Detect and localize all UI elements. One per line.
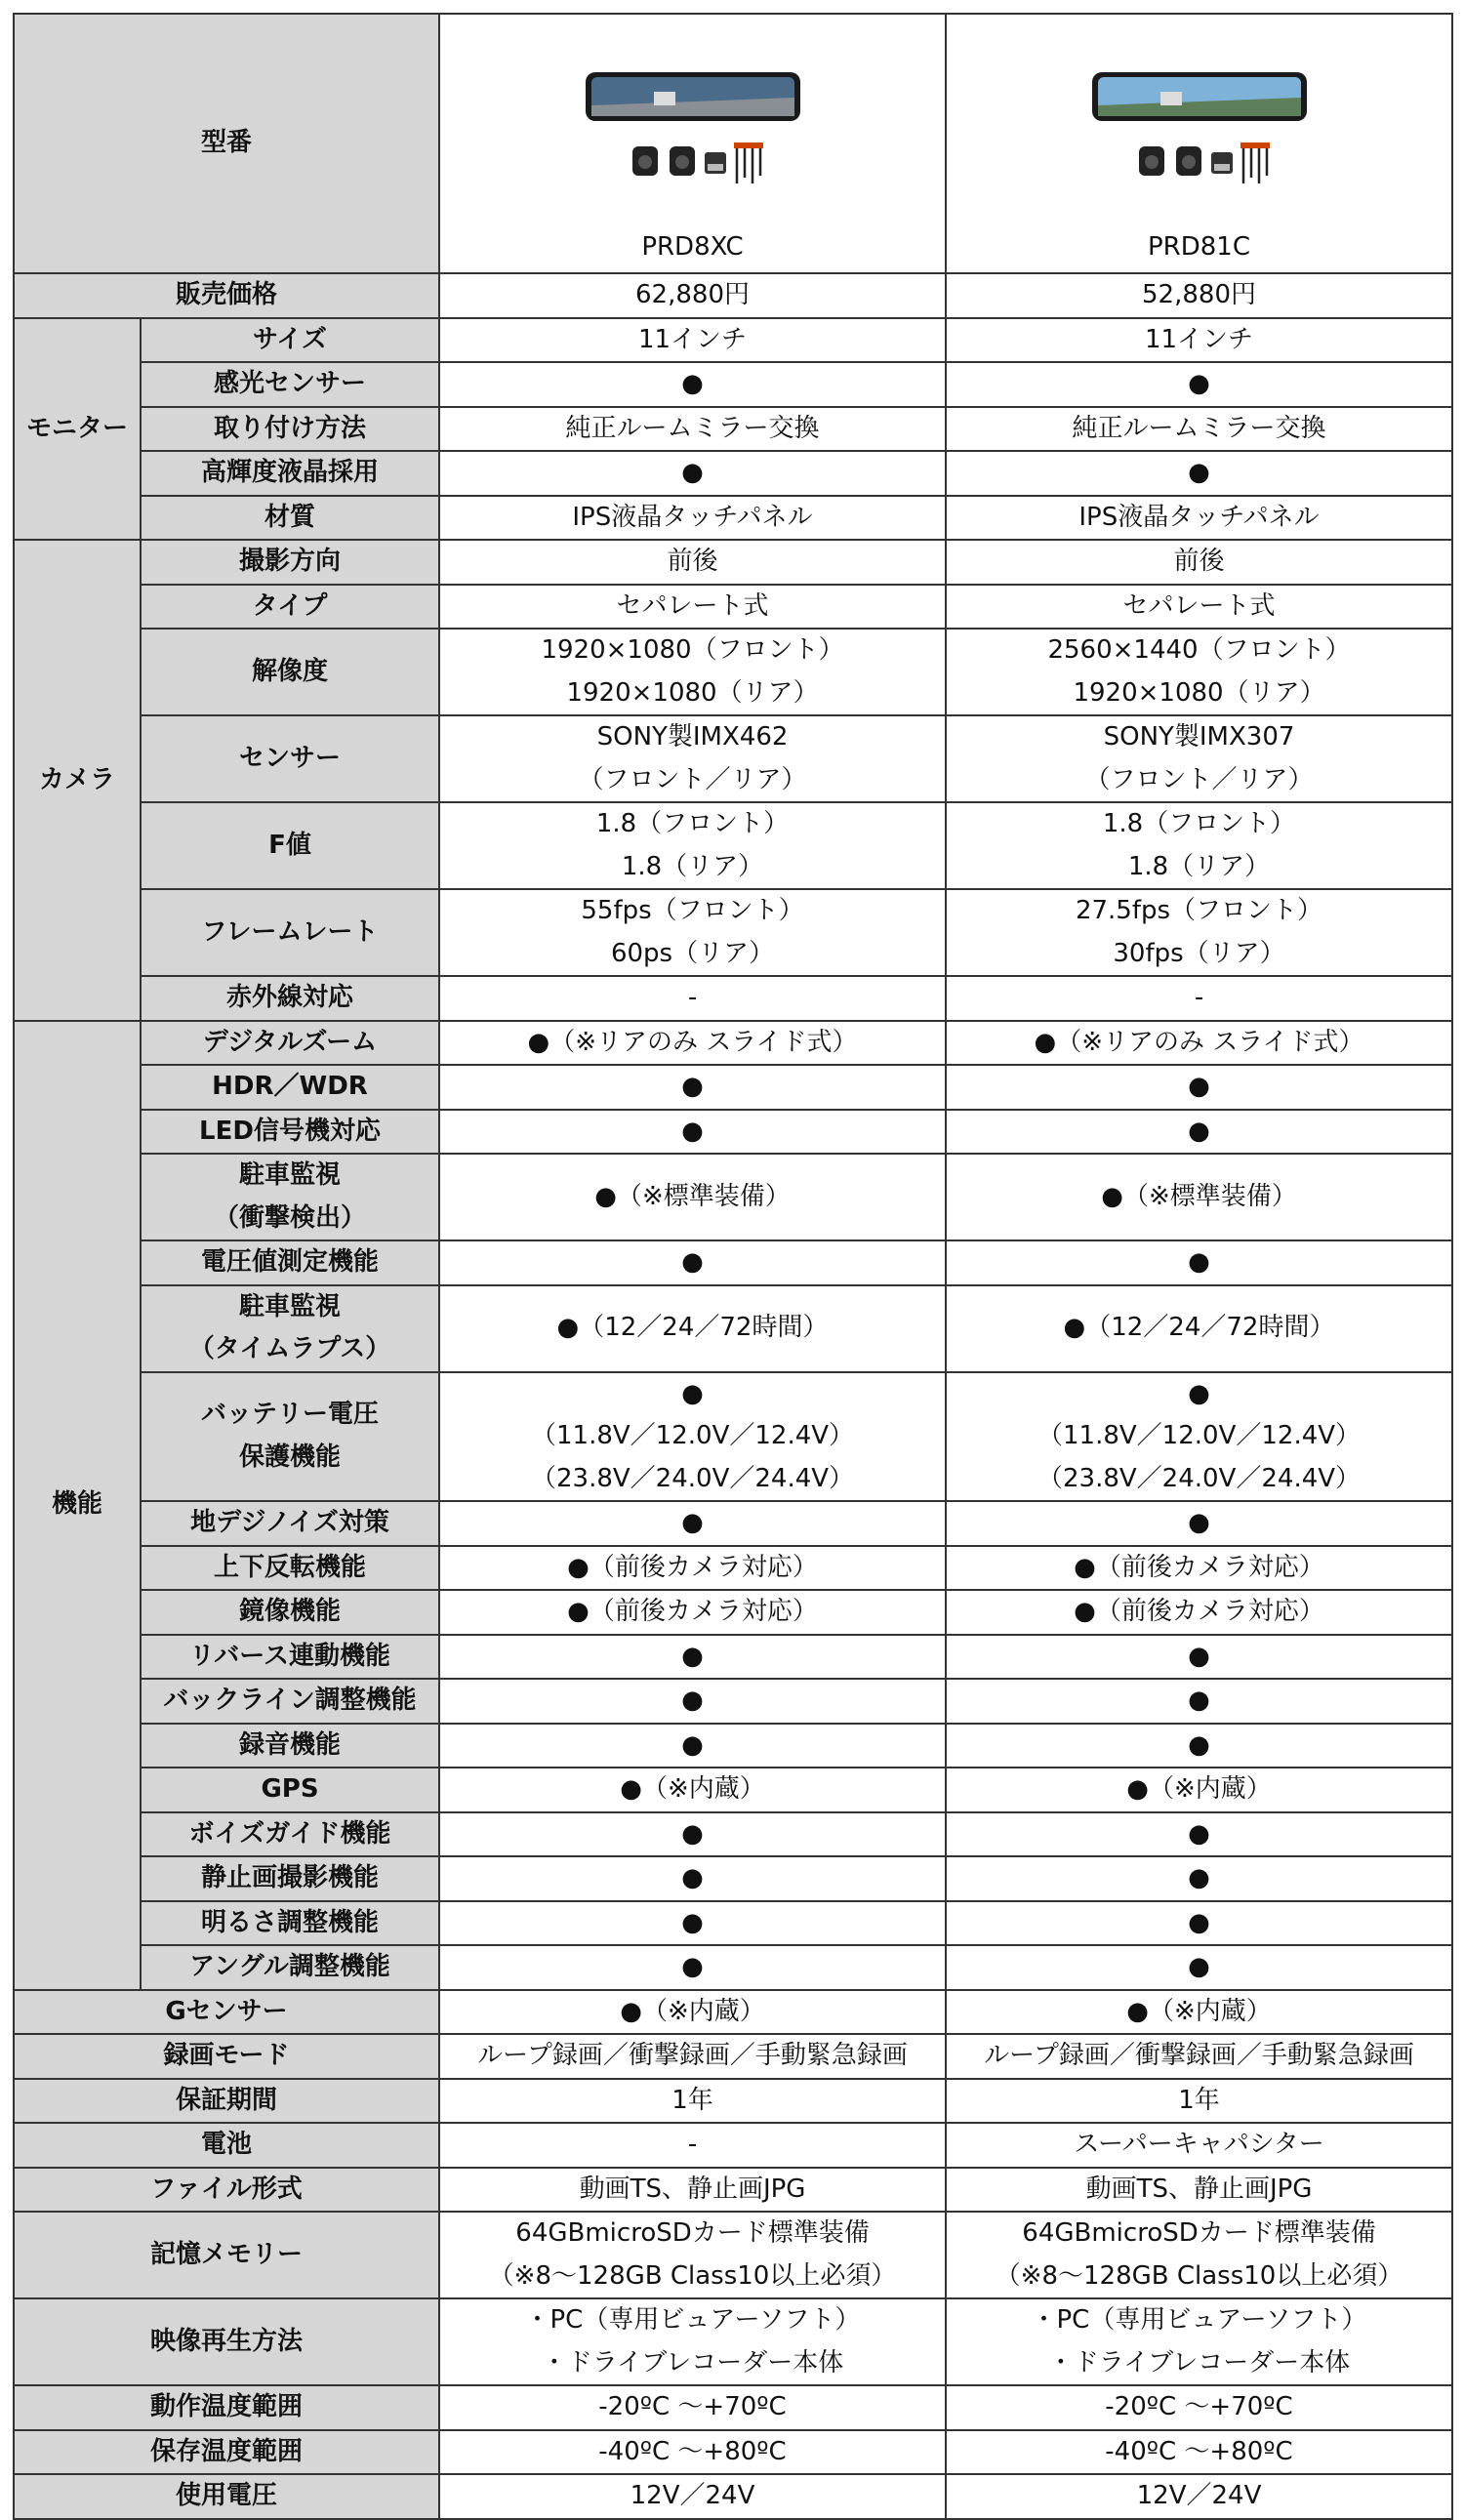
spec-row	[14, 2212, 1452, 2298]
spec-row	[14, 2474, 1452, 2519]
spec-row	[14, 802, 1452, 889]
spec-value	[946, 889, 1452, 976]
spec-value: 1年	[439, 2079, 946, 2124]
spec-value: -	[439, 2123, 946, 2168]
spec-label: 映像再生方法	[14, 2298, 439, 2385]
spec-label: タイプ	[141, 585, 439, 630]
spec-label: 高輝度液晶採用	[141, 451, 439, 496]
spec-value: ●	[439, 1856, 946, 1901]
product-cell	[439, 14, 946, 273]
product-cell	[946, 14, 1452, 273]
spec-value: ●（※リアのみ スライド式）	[439, 1021, 946, 1066]
spec-row	[14, 540, 1452, 585]
spec-value	[946, 2298, 1452, 2385]
spec-label: センサー	[141, 715, 439, 802]
spec-value: IPS液晶タッチパネル	[439, 496, 946, 541]
spec-value	[439, 715, 946, 802]
spec-value: ●	[946, 1065, 1452, 1110]
spec-value: -20ºC ～+70ºC	[946, 2385, 1452, 2430]
spec-value: セパレート式	[946, 585, 1452, 630]
spec-label	[141, 1372, 439, 1502]
spec-value: ループ録画／衝撃録画／手動緊急録画	[439, 2034, 946, 2079]
spec-value: 11インチ	[439, 318, 946, 363]
spec-value	[946, 802, 1452, 889]
spec-row	[14, 451, 1452, 496]
spec-label: バックライン調整機能	[141, 1679, 439, 1724]
spec-row	[14, 407, 1452, 452]
spec-label: ボイズガイド機能	[141, 1812, 439, 1857]
spec-value: ●	[439, 1901, 946, 1946]
spec-row	[14, 496, 1452, 541]
spec-row	[14, 1154, 1452, 1240]
spec-value: 11インチ	[946, 318, 1452, 363]
spec-label: 上下反転機能	[141, 1546, 439, 1591]
spec-value: 純正ルームミラー交換	[439, 407, 946, 452]
spec-value: ●（前後カメラ対応）	[439, 1590, 946, 1635]
spec-row	[14, 318, 1452, 363]
spec-value-line: ●	[1188, 1378, 1210, 1408]
spec-label: 撮影方向	[141, 540, 439, 585]
spec-value: セパレート式	[439, 585, 946, 630]
spec-label: 使用電圧	[14, 2474, 439, 2519]
spec-value-line: 1920×1080（リア）	[566, 677, 819, 708]
spec-row	[14, 1372, 1452, 1502]
spec-value: ●	[439, 362, 946, 407]
spec-label: F値	[141, 802, 439, 889]
spec-label-line: バッテリー電圧	[201, 1400, 380, 1430]
spec-value: 前後	[439, 540, 946, 585]
spec-label: 動作温度範囲	[14, 2385, 439, 2430]
spec-label: 販売価格	[14, 273, 439, 318]
spec-value-line: SONY製IMX307	[1103, 722, 1295, 752]
spec-value-line: 1.8（リア）	[1127, 851, 1271, 881]
spec-row	[14, 629, 1452, 715]
spec-row	[14, 2430, 1452, 2475]
spec-value-line: ・PC（専用ビュアーソフト）	[1031, 2305, 1367, 2335]
spec-label: 材質	[141, 496, 439, 541]
spec-label: 録画モード	[14, 2034, 439, 2079]
spec-value-line: 60ps（リア）	[610, 938, 775, 968]
spec-label: 記憶メモリー	[14, 2212, 439, 2298]
spec-value-line: （11.8V／12.0V／12.4V）	[1037, 1421, 1362, 1450]
spec-row	[14, 1945, 1452, 1990]
spec-value-line: 27.5fps（フロント）	[1075, 896, 1323, 925]
spec-value: 動画TS、静止画JPG	[439, 2168, 946, 2213]
spec-label-line: 駐車監視	[239, 1291, 342, 1321]
spec-value-line: 64GBmicroSDカード標準装備	[1022, 2218, 1376, 2248]
spec-label: 録音機能	[141, 1724, 439, 1768]
spec-value	[439, 2298, 946, 2385]
spec-value: 純正ルームミラー交換	[946, 407, 1452, 452]
spec-row	[14, 976, 1452, 1021]
spec-value: -	[439, 976, 946, 1021]
spec-label-line: 駐車監視	[239, 1160, 342, 1190]
spec-row	[14, 2079, 1452, 2124]
spec-label: 静止画撮影機能	[141, 1856, 439, 1901]
spec-value: IPS液晶タッチパネル	[946, 496, 1452, 541]
spec-value-line: （23.8V／24.0V／24.4V）	[531, 1463, 855, 1493]
spec-value-line: （11.8V／12.0V／12.4V）	[531, 1421, 855, 1450]
spec-value: ●	[946, 1635, 1452, 1680]
spec-label	[141, 1285, 439, 1372]
spec-value-line: ・ドライブレコーダー本体	[1047, 2347, 1351, 2378]
spec-value-line: 1920×1080（リア）	[1073, 677, 1325, 708]
spec-value: 動画TS、静止画JPG	[946, 2168, 1452, 2213]
spec-value: ●	[439, 1240, 946, 1285]
spec-value: ●	[439, 1679, 946, 1724]
spec-label: 保証期間	[14, 2079, 439, 2124]
spec-value: ●	[439, 451, 946, 496]
spec-row	[14, 273, 1452, 318]
spec-row	[14, 1110, 1452, 1155]
spec-value: ●	[439, 1945, 946, 1990]
spec-value: ●	[946, 1945, 1452, 1990]
spec-row	[14, 1724, 1452, 1768]
spec-row	[14, 715, 1452, 802]
spec-value	[439, 2212, 946, 2298]
spec-label: 保存温度範囲	[14, 2430, 439, 2475]
spec-label: 明るさ調整機能	[141, 1901, 439, 1946]
spec-value: ●（※内蔵）	[946, 1990, 1452, 2035]
spec-label: 感光センサー	[141, 362, 439, 407]
spec-label-line: （衝撃検出）	[214, 1202, 367, 1233]
spec-value: 12V／24V	[439, 2474, 946, 2519]
spec-value: -40ºC ～+80ºC	[439, 2430, 946, 2475]
spec-value: 62,880円	[439, 273, 946, 318]
spec-value: ●（12／24／72時間）	[439, 1285, 946, 1372]
spec-value-line: 30fps（リア）	[1113, 938, 1285, 968]
spec-label-line: 保護機能	[239, 1442, 342, 1472]
spec-value: ●	[946, 1856, 1452, 1901]
spec-value-line: 1.8（フロント）	[595, 809, 790, 838]
spec-label: アングル調整機能	[141, 1945, 439, 1990]
spec-label: フレームレート	[141, 889, 439, 976]
spec-value	[439, 802, 946, 889]
spec-value: ●	[439, 1812, 946, 1857]
spec-value: ●	[946, 1501, 1452, 1546]
spec-comparison-table	[13, 13, 1453, 2520]
spec-value-line: ・ドライブレコーダー本体	[541, 2347, 844, 2378]
spec-row	[14, 1812, 1452, 1857]
spec-row	[14, 1590, 1452, 1635]
spec-label: HDR／WDR	[141, 1065, 439, 1110]
dashcam-mirror-product-image	[440, 68, 945, 205]
spec-value: ●	[946, 1812, 1452, 1857]
spec-row	[14, 585, 1452, 630]
spec-value-line: （※8～128GB Class10以上必須）	[995, 2260, 1403, 2291]
spec-value: ●（※標準装備）	[946, 1154, 1452, 1240]
group-header: 機能	[14, 1021, 141, 1990]
spec-label: 取り付け方法	[141, 407, 439, 452]
spec-row	[14, 362, 1452, 407]
spec-value: ●	[439, 1501, 946, 1546]
spec-row	[14, 1635, 1452, 1680]
spec-value-line: SONY製IMX462	[596, 722, 789, 752]
spec-value: ループ録画／衝撃録画／手動緊急録画	[946, 2034, 1452, 2079]
spec-value-line: 1.8（リア）	[621, 851, 764, 881]
spec-label: デジタルズーム	[141, 1021, 439, 1066]
spec-value	[439, 629, 946, 715]
spec-value	[946, 2212, 1452, 2298]
spec-value: ●	[946, 1240, 1452, 1285]
group-header: カメラ	[14, 540, 141, 1021]
spec-row	[14, 1285, 1452, 1372]
spec-row	[14, 1240, 1452, 1285]
spec-value	[946, 715, 1452, 802]
spec-value-line: （フロント／リア）	[1084, 764, 1314, 794]
spec-value-line: 1.8（フロント）	[1102, 809, 1296, 838]
spec-value: ●	[439, 1635, 946, 1680]
spec-value: ●	[439, 1724, 946, 1768]
spec-row	[14, 1901, 1452, 1946]
spec-row	[14, 1856, 1452, 1901]
spec-row	[14, 1501, 1452, 1546]
spec-label: GPS	[141, 1768, 439, 1812]
spec-row	[14, 1021, 1452, 1066]
spec-value: 52,880円	[946, 273, 1452, 318]
spec-value: ●（12／24／72時間）	[946, 1285, 1452, 1372]
spec-value: ●	[946, 1901, 1452, 1946]
spec-label-line: （タイムラプス）	[188, 1334, 391, 1363]
spec-value: ●	[946, 362, 1452, 407]
spec-row	[14, 2385, 1452, 2430]
spec-label: Gセンサー	[14, 1990, 439, 2035]
spec-value-line: 55fps（フロント）	[581, 896, 804, 925]
spec-value: -40ºC ～+80ºC	[946, 2430, 1452, 2475]
dashcam-mirror-product-image	[947, 68, 1451, 205]
spec-value-line: 2560×1440（フロント）	[1047, 635, 1351, 665]
spec-value-line: （※8～128GB Class10以上必須）	[488, 2260, 897, 2291]
spec-value: ●	[439, 1065, 946, 1110]
spec-label: 解像度	[141, 629, 439, 715]
spec-row	[14, 1679, 1452, 1724]
spec-value: ●	[946, 1679, 1452, 1724]
spec-value: -	[946, 976, 1452, 1021]
spec-value-line: ・PC（専用ビュアーソフト）	[524, 2305, 861, 2335]
spec-value	[439, 1372, 946, 1502]
spec-label	[141, 1154, 439, 1240]
spec-value: ●（※内蔵）	[439, 1990, 946, 2035]
spec-label: リバース連動機能	[141, 1635, 439, 1680]
spec-label: 鏡像機能	[141, 1590, 439, 1635]
spec-value: 12V／24V	[946, 2474, 1452, 2519]
spec-value: ●	[439, 1110, 946, 1155]
spec-value	[946, 1372, 1452, 1502]
spec-row	[14, 889, 1452, 976]
product-name: PRD81C	[1148, 232, 1251, 262]
spec-row	[14, 1065, 1452, 1110]
spec-value: ●（※内蔵）	[946, 1768, 1452, 1812]
spec-value: -20ºC ～+70ºC	[439, 2385, 946, 2430]
spec-value: ●（前後カメラ対応）	[946, 1590, 1452, 1635]
product-name: PRD8XC	[641, 232, 744, 262]
group-header: モニター	[14, 318, 141, 541]
spec-row	[14, 2034, 1452, 2079]
spec-row	[14, 1990, 1452, 2035]
spec-value: ●	[946, 451, 1452, 496]
spec-value: 1年	[946, 2079, 1452, 2124]
spec-value: スーパーキャパシター	[946, 2123, 1452, 2168]
spec-label: ファイル形式	[14, 2168, 439, 2213]
spec-value: 前後	[946, 540, 1452, 585]
spec-value-line: （フロント／リア）	[578, 764, 807, 794]
spec-value: ●	[946, 1724, 1452, 1768]
spec-label: 電池	[14, 2123, 439, 2168]
model-row	[14, 14, 1452, 273]
spec-label: LED信号機対応	[141, 1110, 439, 1155]
spec-label: 地デジノイズ対策	[141, 1501, 439, 1546]
spec-label: 電圧値測定機能	[141, 1240, 439, 1285]
spec-value: ●（前後カメラ対応）	[439, 1546, 946, 1591]
spec-value: ●（前後カメラ対応）	[946, 1546, 1452, 1591]
spec-row	[14, 2298, 1452, 2385]
spec-value-line: ●	[681, 1378, 704, 1408]
spec-row	[14, 1768, 1452, 1812]
spec-label: 赤外線対応	[141, 976, 439, 1021]
spec-value: ●（※内蔵）	[439, 1768, 946, 1812]
spec-value-line: 64GBmicroSDカード標準装備	[515, 2218, 870, 2248]
spec-value: ●（※標準装備）	[439, 1154, 946, 1240]
spec-value-line: （23.8V／24.0V／24.4V）	[1037, 1463, 1362, 1493]
spec-value	[946, 629, 1452, 715]
spec-row	[14, 2168, 1452, 2213]
spec-value-line: 1920×1080（フロント）	[541, 635, 844, 665]
spec-value: ●	[946, 1110, 1452, 1155]
spec-value	[439, 889, 946, 976]
spec-row	[14, 2123, 1452, 2168]
spec-label: サイズ	[141, 318, 439, 363]
spec-value: ●（※リアのみ スライド式）	[946, 1021, 1452, 1066]
spec-row	[14, 1546, 1452, 1591]
model-header: 型番	[14, 14, 439, 273]
